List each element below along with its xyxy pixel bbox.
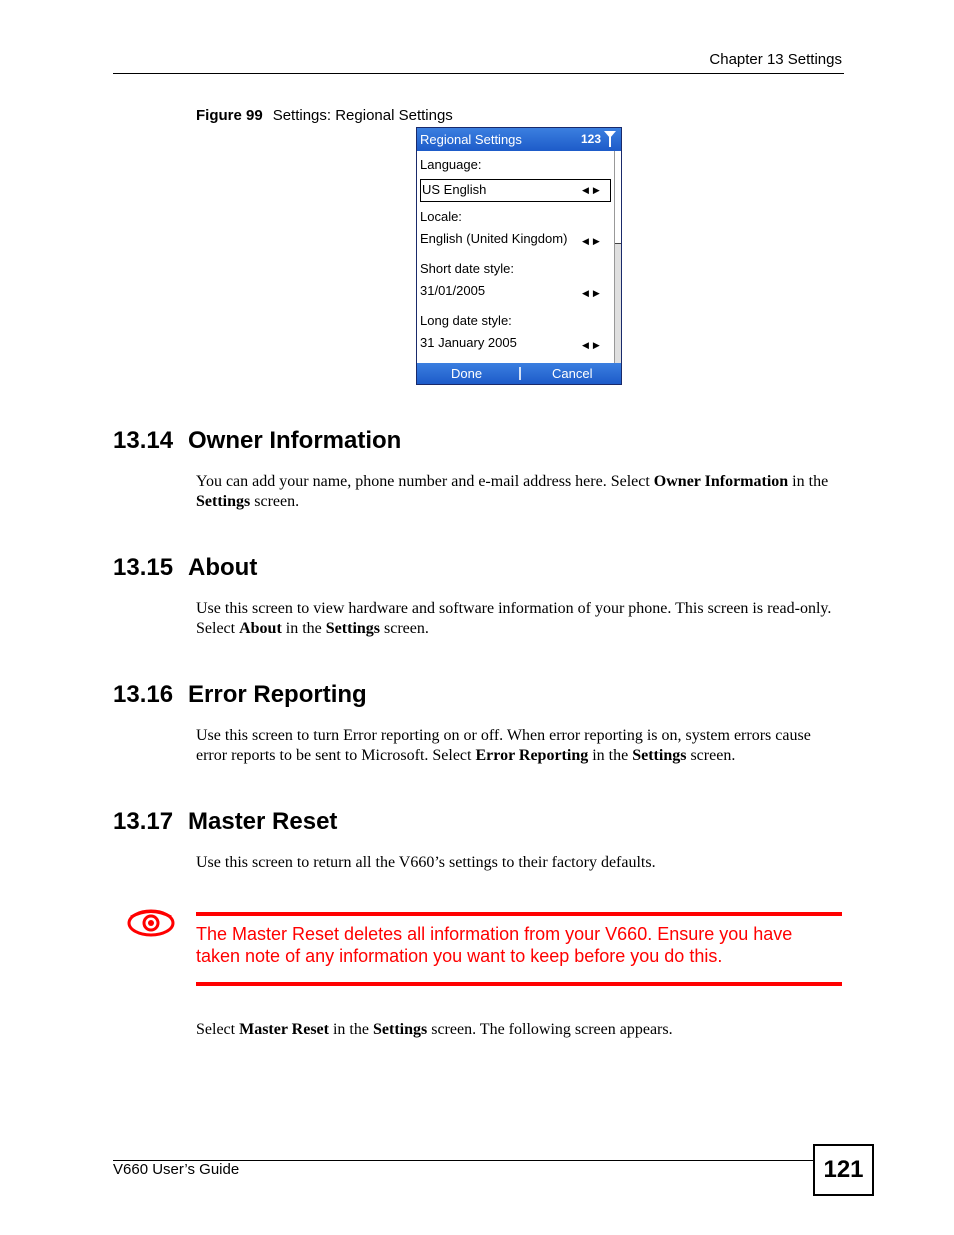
- warning-text: [196, 923, 836, 967]
- warning-line-2: taken note of any information you want to keep before you do this.: [196, 946, 723, 966]
- short-date-arrows-icon[interactable]: ◀▶: [582, 288, 604, 298]
- text-run: You can add your name, phone number and e-mail address here. Select: [196, 473, 654, 490]
- bold-term: Settings: [325, 620, 381, 637]
- text-run: in the: [281, 620, 326, 637]
- bold-term: Settings: [196, 493, 251, 510]
- section-number: 13.14: [113, 427, 174, 454]
- short-date-value[interactable]: 31/01/2005: [420, 283, 486, 298]
- section-title: Master Reset: [188, 808, 338, 835]
- phone-status-text: 123: [580, 132, 601, 146]
- section-heading-owner-information: [113, 427, 401, 455]
- bold-term: Settings: [372, 1021, 428, 1038]
- locale-value[interactable]: English (United Kingdom): [420, 231, 568, 246]
- long-date-arrows-icon[interactable]: ◀▶: [582, 340, 604, 350]
- language-label: Language:: [420, 157, 482, 172]
- locale-arrows-icon[interactable]: ◀▶: [582, 236, 604, 246]
- bold-term: Error Reporting: [475, 747, 589, 764]
- text-run: Use this screen to return all the V660’s settings to their factory defaults.: [196, 854, 656, 871]
- section-title: Owner Information: [188, 427, 402, 454]
- section-heading-error-reporting: [113, 681, 367, 709]
- phone-screenshot: [416, 127, 622, 385]
- softkey-divider: [519, 367, 521, 380]
- bold-term: Master Reset: [239, 1021, 329, 1038]
- guide-title: V660 User’s Guide: [113, 1161, 240, 1178]
- section-number: 13.16: [113, 681, 174, 708]
- figure-label: Figure 99: [196, 107, 263, 124]
- phone-scrollbar[interactable]: [614, 151, 621, 363]
- text-run: screen.: [686, 747, 736, 764]
- text-run: screen.: [250, 493, 300, 510]
- section-title: About: [188, 554, 258, 581]
- section-heading-about: [113, 554, 257, 582]
- chapter-header: Chapter 13 Settings: [709, 51, 842, 68]
- text-run: Use this screen to turn Error reporting on or off. When error reporting is on, system errors cause error reports to be sent to Microsoft. Select: [196, 727, 811, 764]
- section-body-master-reset: [196, 853, 846, 873]
- locale-label: Locale:: [420, 209, 462, 224]
- section-number: 13.15: [113, 554, 174, 581]
- text-run: in the: [588, 747, 633, 764]
- language-arrows-icon[interactable]: ◀▶: [582, 185, 604, 195]
- section-title: Error Reporting: [188, 681, 367, 708]
- phone-scrollbar-thumb[interactable]: [615, 151, 621, 244]
- phone-title-bar: [417, 128, 621, 151]
- text-run: Select: [196, 1021, 240, 1038]
- section-body-about: [196, 599, 846, 639]
- long-date-label: Long date style:: [420, 313, 512, 328]
- section-body-error-reporting: [196, 726, 826, 766]
- bold-term: About: [239, 620, 282, 637]
- text-run: Use this screen to view hardware and software information of your phone. This screen is read-only. Select: [196, 600, 832, 637]
- text-run: in the: [328, 1021, 373, 1038]
- phone-title: Regional Settings: [420, 132, 522, 147]
- text-run: in the: [788, 473, 829, 490]
- closing-paragraph: [196, 1020, 846, 1040]
- text-run: screen.: [380, 620, 429, 637]
- figure-caption-text: Settings: Regional Settings: [272, 107, 453, 124]
- phone-softkey-bar: [417, 363, 621, 384]
- long-date-value[interactable]: 31 January 2005: [420, 335, 517, 350]
- bold-term: Owner Information: [653, 473, 789, 490]
- warning-eye-icon: [127, 908, 175, 938]
- language-value: US English: [422, 182, 487, 197]
- bold-term: Settings: [632, 747, 687, 764]
- section-number: 13.17: [113, 808, 174, 835]
- header-rule: [113, 73, 844, 74]
- page-number: 121: [813, 1144, 874, 1196]
- warning-rule-top: [196, 912, 842, 916]
- section-body-owner-information: [196, 472, 846, 512]
- figure-caption: [196, 107, 453, 124]
- short-date-label: Short date style:: [420, 261, 514, 276]
- warning-line-1: The Master Reset deletes all information from your V660. Ensure you have: [196, 924, 793, 944]
- text-run: screen. The following screen appears.: [427, 1021, 673, 1038]
- cancel-softkey[interactable]: Cancel: [552, 366, 593, 381]
- signal-antenna-icon: [604, 131, 616, 147]
- section-heading-master-reset: [113, 808, 337, 836]
- warning-rule-bottom: [196, 982, 842, 986]
- phone-form: [417, 151, 615, 363]
- done-softkey[interactable]: Done: [451, 366, 483, 381]
